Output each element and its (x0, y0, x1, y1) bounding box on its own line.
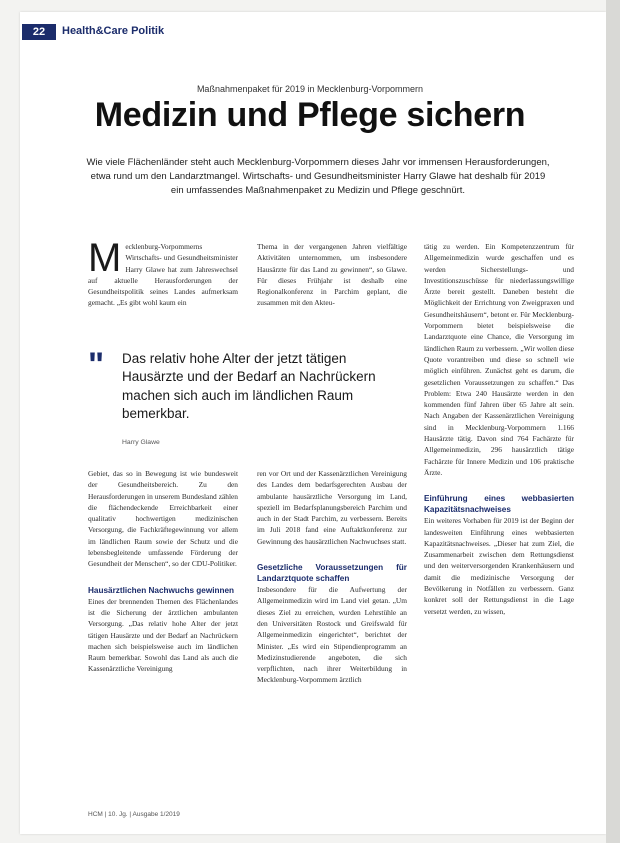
column-3-sub3-text: Ein weiteres Vorhaben für 2019 ist der Beginn der landesweiten Einführung eines webbasierten Kapazitätsnachweises. „Dieser hat zum Ziel, die Zusammenarbeit zwischen dem Rettungsdienst und den weiterversorgenden Krankenhäusern und damit die medizinische Versorgung der Bevölkerung in Notfällen zu verbessern. Ganz konkret soll der Rettungsdienst in die Lage versetzt werden, zu wissen, (424, 516, 574, 616)
subhead-hausaerztlicher-nachwuchs: Hausärztlichen Nachwuchs gewinnen (88, 585, 235, 595)
column-1-intro-text: ecklenburg-Vorpommerns Wirtschafts- und Gesundheitsminister Harry Glawe hat zum Jahreswechsel auf aktuelle Herausforderungen der Gesundheitspolitik seines Landes aufmerksam gemacht. „Es gibt wohl kaum ein (88, 242, 238, 308)
column-1-body-text: Gebiet, das so in Bewegung ist wie bundesweit der Gesundheitsbereich. Zu den Herausforderungen in unserem Bundesland zählen die flächendeckende Erreichbarkeit einer qualitativ hochwertigen medizinischen Versorgung, die Fachkräftegewinnung vor allem im ländlichen Raum sowie der Schutz und die lebensbegleitende umfassende Förderung der Gesundheit der Menschen“, so der CDU-Politiker. (88, 469, 238, 569)
subhead-kapazitaetsnachweis: Einführung eines webbasierten Kapazitätsnachweises (424, 494, 574, 515)
article-title: Medizin und Pflege sichern (94, 96, 526, 134)
column-2-intro-text: Thema in der vergangenen Jahren vielfältige Aktivitäten unternommen, um insbesondere Hausärzte für das Land zu gewinnen“, so Glawe. Für dieses Frühjahr ist deshalb eine Regionalkonferenz in Parchim geplant, die zusammen mit den Akteu- (257, 242, 407, 308)
column-1-sub1-text: Eines der brennenden Themen des Flächenlandes ist die Sicherung der ärztlichen ambulanten Versorgung. „Das relativ hohe Alter der jetzt tätigen Hausärzte und der Bedarf an Nachrückern machen sich beispielsweise auch im ländlichen Raum bemerkbar. Sowohl das Land als auch die Kassenärztliche Vereinigung (88, 596, 238, 674)
subhead-landarztquote: Gesetzliche Voraussetzungen für Landarztquote schaffen (257, 563, 407, 584)
section-title: Health&Care Politik (62, 25, 165, 37)
column-2-body (257, 468, 407, 686)
column-2-body-text: ren vor Ort und der Kassenärztlichen Vereinigung des Landes dem bedarfsgerechten Ausbau der ambulante hausärztliche Versorgung im Land, speziell im Bedarfsplanungsbereich Parchim und auch in der Stadt Parchim, zu verbessern. Bereits im Juli 2018 fand eine Auftaktkonferenz zur Gewinnung des hausärztlichen Nachwuchses statt. (257, 469, 407, 546)
drop-cap: M (88, 236, 122, 280)
page-number: 22 (22, 24, 56, 40)
column-2-intro (257, 241, 407, 309)
pull-quote: Das relativ hohe Alter der jetzt tätigen Hausärzte und der Bedarf an Nachrückern machen sich auch im ländlichen Raum bemerkbar. (122, 351, 376, 421)
column-3-text: tätig zu werden. Ein Kompetenzzentrum für Allgemeinmedizin wurde geschaffen und es werden Sicherstellungs- und Investitionszuschüsse für niederlassungswillige Ärzte bereit gestellt. Daneben besteht die Möglichkeit der Errichtung von Zweigpraxen und Gesundheitshäusern“, betont er. Für Mecklenburg-Vorpommern bietet beispielsweise die Landarztquote eine Chance, die Versorgung im ländlichen Raum zu verbessern. „Wir wollen diese Quote vorantreiben und diese so schnell wie möglich einführen. Zunächst geht es darum, die gesetzlichen Voraussetzungen zu schaffen.“ Das Problem: Etwa 240 Hausärzte werden in den kommenden fünf Jahren über 65 Jahre alt sein. Nach Angaben der Kassenärztlichen Vereinigung sind in Mecklenburg-Vorpommern 1.166 Hausärzte tätig. Davon sind 764 Fachärzte für Allgemeinmedizin, 296 hausärztlich tätige Fachärzte für Innere Medizin und 106 praktische Ärzte. (424, 242, 574, 477)
article-lead: Wie viele Flächenländer steht auch Mecklenburg-Vorpommern dieses Jahr vor immensen Herausforderungen, etwa rund um den Landarztmangel. Wirtschafts- und Gesundheitsminister Harry Glawe hat deshalb für 2019 ein umfassendes Maßnahmenpaket zu Medizin und Pflege geschnürt. (86, 157, 550, 196)
quote-mark-icon: " (88, 346, 105, 384)
page-footer: HCM | 10. Jg. | Ausgabe 1/2019 (88, 811, 180, 818)
column-1-body (88, 468, 238, 675)
column-2-sub2-text: Insbesondere für die Aufwertung der Allgemeinmedizin wird im Land viel getan. „Um dieses Ziel zu erreichen, wurden Lehrstühle an den Universitäten Rostock und Greifswald für Allgemeinmedizin eingerichtet“, berichtet der Minister. „Es wird ein Stipendienprogramm an Medizinstudierende angeboten, die sich verpflichten, nach ihrer Weiterbildung in Mecklenburg-Vorpommern ärztlich (257, 585, 407, 685)
pull-quote-author: Harry Glawe (122, 439, 160, 446)
column-1-intro (88, 236, 238, 309)
article-kicker: Maßnahmenpaket für 2019 in Mecklenburg-Vorpommern (196, 84, 424, 94)
column-3 (424, 241, 574, 617)
